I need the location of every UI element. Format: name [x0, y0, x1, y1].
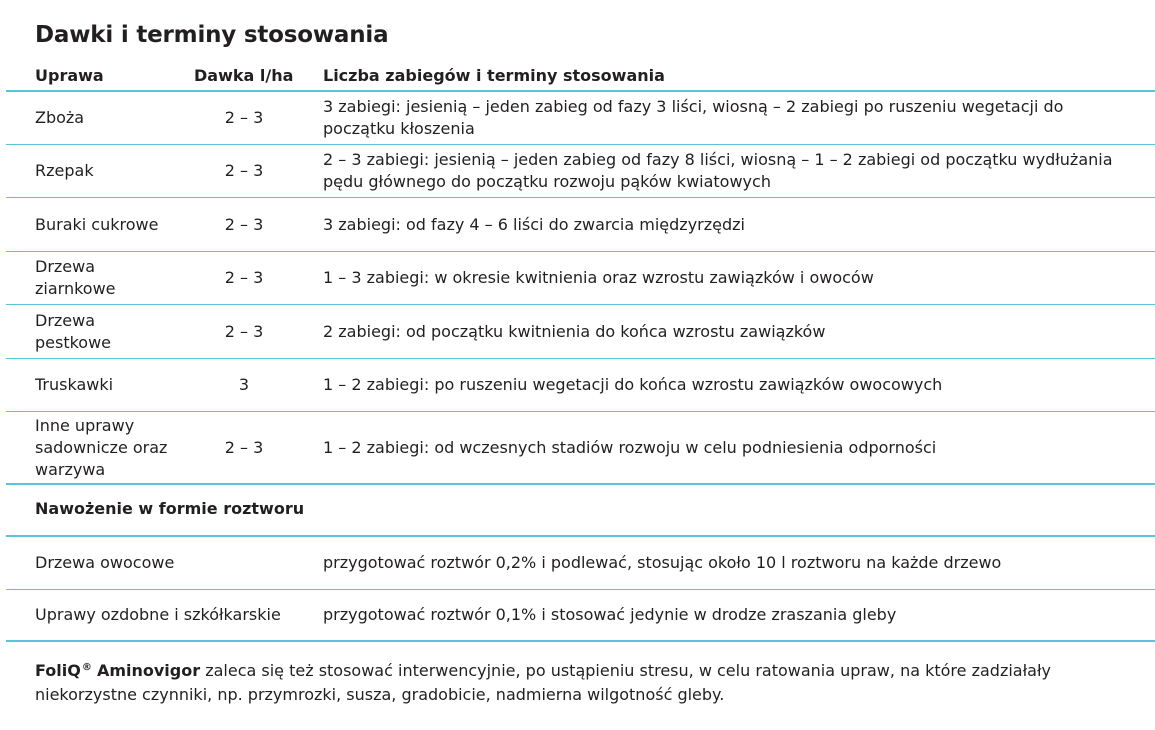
- page-title: Dawki i terminy stosowania: [35, 22, 389, 48]
- crop-cell: Buraki cukrowe: [35, 214, 159, 234]
- table-row: [0, 359, 1155, 411]
- terms-cell: 3 zabiegi: jesienią – jeden zabieg od fazy 3 liści, wiosną – 2 zabiegi po ruszeniu wegetacji do początku kłoszenia: [323, 97, 1064, 138]
- crop-cell: Drzewa ziarnkowe: [35, 257, 116, 298]
- fertilization-row: [0, 537, 1155, 589]
- fertilization-section-title: Nawożenie w formie roztworu: [35, 499, 305, 518]
- table-row: [0, 252, 1155, 304]
- terms-cell: 2 zabiegi: od początku kwitnienia do końca wzrostu zawiązków: [323, 321, 826, 341]
- crop-cell: Drzewa owocowe: [35, 553, 175, 572]
- registered-mark: ®: [81, 662, 92, 673]
- crop-cell: Zboża: [35, 108, 85, 127]
- crop-cell: Inne uprawy sadownicze oraz warzywa: [35, 415, 168, 479]
- section-divider: [6, 483, 1155, 485]
- dose-cell: 2 – 3: [224, 108, 264, 127]
- dose-cell: 3: [238, 375, 250, 394]
- table-bottom-divider: [6, 640, 1155, 642]
- dose-cell: 2 – 3: [224, 268, 264, 287]
- column-header-dose: Dawka l/ha: [194, 66, 294, 85]
- product-name: Aminovigor: [96, 661, 201, 680]
- terms-cell: 2 – 3 zabiegi: jesienią – jeden zabieg od fazy 8 liści, wiosną – 1 – 2 zabiegi od początku wydłużania pędu głównego do początku rozwoju pąków kwiatowych: [323, 150, 1113, 191]
- terms-cell: 1 – 2 zabiegi: po ruszeniu wegetacji do końca wzrostu zawiązków owocowych: [323, 375, 943, 394]
- fertilization-row: [0, 590, 1155, 640]
- terms-cell: przygotować roztwór 0,2% i podlewać, stosując około 10 l roztworu na każde drzewo: [323, 553, 1002, 572]
- dose-cell: 2 – 3: [224, 161, 264, 180]
- footnote-text: zaleca się też stosować interwencyjnie, po ustąpieniu stresu, w celu ratowania upraw, na które zadziałały niekorzystne czynniki, np. przymrozki, susza, gradobicie, nadmierna wilgotność gleby.: [35, 661, 1051, 704]
- table-row: [0, 305, 1155, 358]
- table-row: [0, 92, 1155, 144]
- column-header-terms: Liczba zabiegów i terminy stosowania: [323, 66, 665, 85]
- terms-cell: przygotować roztwór 0,1% i stosować jedynie w drodze zraszania gleby: [323, 605, 897, 624]
- crop-cell: Truskawki: [35, 375, 114, 394]
- table-row: [0, 198, 1155, 251]
- crop-cell: Uprawy ozdobne i szkółkarskie: [35, 605, 281, 624]
- terms-cell: 1 – 2 zabiegi: od wczesnych stadiów rozwoju w celu podniesienia odporności: [323, 437, 937, 457]
- footnote: [35, 656, 1125, 707]
- crop-cell: Drzewa pestkowe: [35, 310, 112, 352]
- dose-cell: 2 – 3: [224, 214, 264, 234]
- table-row: [0, 145, 1155, 197]
- dose-cell: 2 – 3: [224, 437, 264, 457]
- crop-cell: Rzepak: [35, 161, 94, 180]
- brand-name: FoliQ: [35, 661, 81, 680]
- column-header-crop: Uprawa: [35, 66, 104, 85]
- terms-cell: 1 – 3 zabiegi: w okresie kwitnienia oraz wzrostu zawiązków i owoców: [323, 268, 874, 287]
- terms-cell: 3 zabiegi: od fazy 4 – 6 liści do zwarcia międzyrzędzi: [323, 214, 745, 234]
- dose-cell: 2 – 3: [224, 321, 264, 341]
- table-row: [0, 412, 1155, 483]
